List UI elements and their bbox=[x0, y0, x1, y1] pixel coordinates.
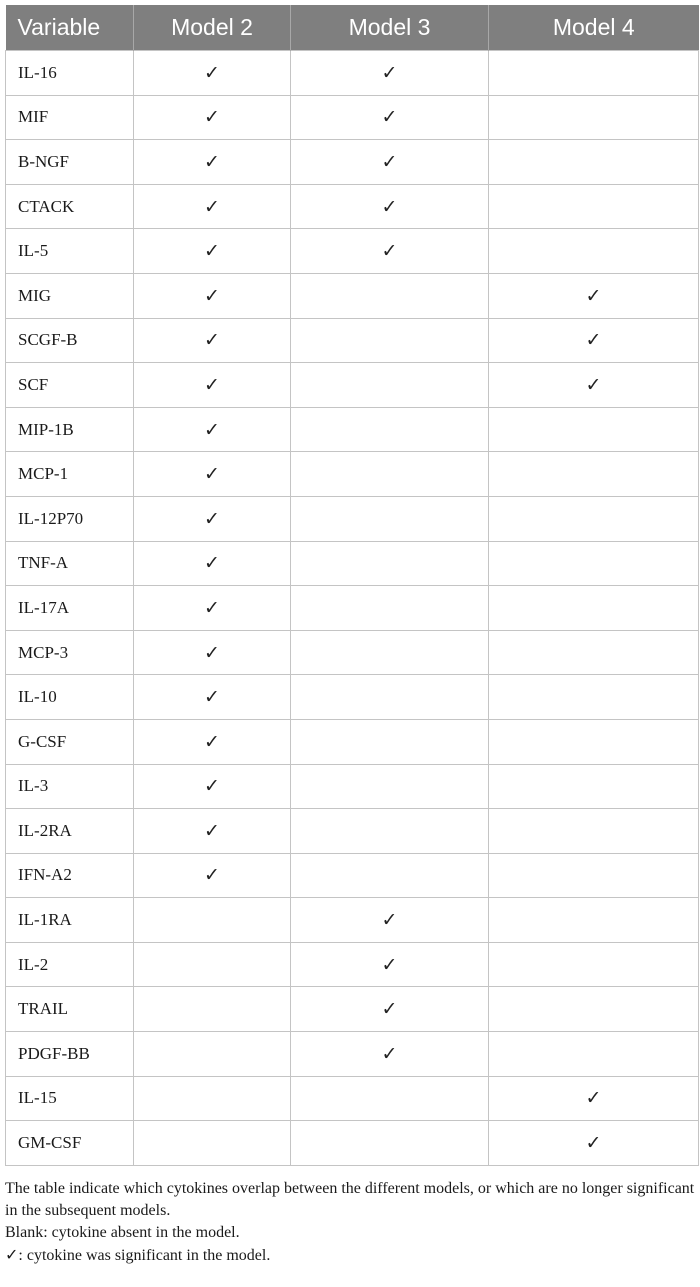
table-container bbox=[0, 5, 700, 1267]
header-model-4: Model 4 bbox=[489, 5, 699, 51]
cell-variable: GM-CSF bbox=[6, 1121, 134, 1166]
table-row bbox=[6, 630, 699, 675]
cell-model-4 bbox=[489, 95, 699, 140]
cell-model-2 bbox=[134, 1076, 291, 1121]
cell-variable: MIF bbox=[6, 95, 134, 140]
cell-model-4 bbox=[489, 184, 699, 229]
cell-variable: IL-2 bbox=[6, 942, 134, 987]
check-icon: ✓ bbox=[204, 864, 220, 887]
check-icon: ✓ bbox=[381, 953, 398, 976]
check-icon: ✓ bbox=[204, 240, 220, 263]
cell-model-2 bbox=[134, 51, 291, 96]
check-icon: ✓ bbox=[585, 284, 602, 307]
cell-model-4 bbox=[489, 496, 699, 541]
table-row bbox=[6, 987, 699, 1032]
table-row bbox=[6, 1121, 699, 1166]
cell-variable: MCP-1 bbox=[6, 452, 134, 497]
check-icon: ✓ bbox=[381, 150, 398, 173]
cell-model-4 bbox=[489, 273, 699, 318]
cell-model-2 bbox=[134, 184, 291, 229]
footnote-check-text: : cytokine was significant in the model. bbox=[18, 1246, 271, 1264]
cell-model-4 bbox=[489, 1121, 699, 1166]
cell-model-3 bbox=[291, 452, 489, 497]
cell-model-3 bbox=[291, 229, 489, 274]
cell-model-4 bbox=[489, 407, 699, 452]
cell-model-4 bbox=[489, 51, 699, 96]
cell-model-3 bbox=[291, 273, 489, 318]
check-icon: ✓ bbox=[204, 730, 220, 753]
table-row bbox=[6, 273, 699, 318]
cell-model-2 bbox=[134, 942, 291, 987]
table-row bbox=[6, 318, 699, 363]
check-icon: ✓ bbox=[204, 819, 220, 842]
cell-model-3 bbox=[291, 809, 489, 854]
cell-model-4 bbox=[489, 140, 699, 185]
cell-model-4 bbox=[489, 363, 699, 408]
cell-model-3 bbox=[291, 1076, 489, 1121]
table-row bbox=[6, 853, 699, 898]
cell-model-2 bbox=[134, 586, 291, 631]
cell-variable: IL-12P70 bbox=[6, 496, 134, 541]
check-icon: ✓ bbox=[381, 998, 398, 1021]
cell-variable: IL-1RA bbox=[6, 898, 134, 943]
check-icon: ✓ bbox=[204, 507, 220, 530]
check-icon: ✓ bbox=[585, 329, 602, 352]
cell-variable: G-CSF bbox=[6, 719, 134, 764]
cell-model-2 bbox=[134, 95, 291, 140]
check-icon: ✓ bbox=[381, 909, 398, 932]
cell-model-4 bbox=[489, 853, 699, 898]
cell-variable: IL-3 bbox=[6, 764, 134, 809]
check-icon: ✓ bbox=[204, 373, 220, 396]
cell-model-2 bbox=[134, 987, 291, 1032]
cell-model-3 bbox=[291, 764, 489, 809]
cell-variable: B-NGF bbox=[6, 140, 134, 185]
cell-model-2 bbox=[134, 719, 291, 764]
check-icon: ✓ bbox=[381, 61, 398, 84]
cell-model-3 bbox=[291, 586, 489, 631]
cell-model-3 bbox=[291, 942, 489, 987]
cell-model-4 bbox=[489, 719, 699, 764]
cell-model-2 bbox=[134, 363, 291, 408]
cell-model-2 bbox=[134, 541, 291, 586]
cell-model-2 bbox=[134, 407, 291, 452]
cell-model-2 bbox=[134, 898, 291, 943]
table-row bbox=[6, 95, 699, 140]
cell-model-2 bbox=[134, 809, 291, 854]
cell-model-4 bbox=[489, 318, 699, 363]
cell-model-4 bbox=[489, 586, 699, 631]
cell-model-3 bbox=[291, 95, 489, 140]
table-row bbox=[6, 541, 699, 586]
table-row bbox=[6, 809, 699, 854]
cell-model-2 bbox=[134, 496, 291, 541]
cell-model-2 bbox=[134, 630, 291, 675]
check-icon: ✓ bbox=[204, 463, 220, 486]
footnote-description: The table indicate which cytokines overlap between the different models, or which are no longer significant in the subsequent models. bbox=[5, 1179, 695, 1219]
table-row bbox=[6, 898, 699, 943]
cell-variable: IL-15 bbox=[6, 1076, 134, 1121]
check-icon: ✓ bbox=[204, 418, 220, 441]
cell-model-4 bbox=[489, 809, 699, 854]
check-icon: ✓ bbox=[204, 150, 220, 173]
cell-model-4 bbox=[489, 452, 699, 497]
table-row bbox=[6, 719, 699, 764]
table-row bbox=[6, 764, 699, 809]
cell-model-2 bbox=[134, 452, 291, 497]
table-row bbox=[6, 1032, 699, 1077]
cell-model-3 bbox=[291, 541, 489, 586]
footnote-check-legend bbox=[5, 1244, 695, 1267]
cell-variable: MIP-1B bbox=[6, 407, 134, 452]
cell-model-3 bbox=[291, 363, 489, 408]
cell-model-3 bbox=[291, 318, 489, 363]
table-row bbox=[6, 407, 699, 452]
cell-model-2 bbox=[134, 1121, 291, 1166]
table-row bbox=[6, 496, 699, 541]
cell-variable: PDGF-BB bbox=[6, 1032, 134, 1077]
cell-model-2 bbox=[134, 140, 291, 185]
cell-variable: TNF-A bbox=[6, 541, 134, 586]
cell-variable: IL-5 bbox=[6, 229, 134, 274]
cell-model-4 bbox=[489, 541, 699, 586]
cell-variable: IL-16 bbox=[6, 51, 134, 96]
table-row bbox=[6, 586, 699, 631]
cell-variable: MCP-3 bbox=[6, 630, 134, 675]
cell-model-4 bbox=[489, 1032, 699, 1077]
table-row bbox=[6, 1076, 699, 1121]
cell-variable: IL-2RA bbox=[6, 809, 134, 854]
check-icon: ✓ bbox=[204, 686, 220, 709]
check-icon: ✓ bbox=[204, 195, 220, 218]
cell-model-3 bbox=[291, 898, 489, 943]
cell-model-2 bbox=[134, 1032, 291, 1077]
cytokine-table bbox=[5, 5, 699, 1166]
cell-model-4 bbox=[489, 1076, 699, 1121]
cell-variable: CTACK bbox=[6, 184, 134, 229]
cell-model-2 bbox=[134, 318, 291, 363]
check-icon: ✓ bbox=[204, 329, 220, 352]
cell-model-3 bbox=[291, 719, 489, 764]
cell-model-4 bbox=[489, 898, 699, 943]
table-row bbox=[6, 184, 699, 229]
cell-variable: SCGF-B bbox=[6, 318, 134, 363]
cell-model-4 bbox=[489, 987, 699, 1032]
check-icon: ✓ bbox=[204, 61, 220, 84]
check-icon: ✓ bbox=[204, 641, 220, 664]
cell-model-3 bbox=[291, 1121, 489, 1166]
header-variable: Variable bbox=[6, 5, 134, 51]
check-icon: ✓ bbox=[585, 1132, 602, 1155]
cell-variable: IL-17A bbox=[6, 586, 134, 631]
check-icon: ✓ bbox=[381, 1042, 398, 1065]
table-row bbox=[6, 942, 699, 987]
cell-model-2 bbox=[134, 853, 291, 898]
table-row bbox=[6, 675, 699, 720]
cell-variable: SCF bbox=[6, 363, 134, 408]
cell-model-2 bbox=[134, 764, 291, 809]
check-icon: ✓ bbox=[585, 373, 602, 396]
cell-model-4 bbox=[489, 630, 699, 675]
cell-model-3 bbox=[291, 184, 489, 229]
check-icon: ✓ bbox=[381, 195, 398, 218]
cell-model-2 bbox=[134, 675, 291, 720]
header-row bbox=[6, 5, 699, 51]
check-icon: ✓ bbox=[204, 775, 220, 798]
table-header bbox=[6, 5, 699, 51]
cell-variable: TRAIL bbox=[6, 987, 134, 1032]
cell-model-3 bbox=[291, 987, 489, 1032]
table-row bbox=[6, 452, 699, 497]
table-body bbox=[6, 51, 699, 1166]
check-icon: ✓ bbox=[204, 284, 220, 307]
cell-model-3 bbox=[291, 1032, 489, 1077]
check-icon: ✓ bbox=[204, 552, 220, 575]
cell-model-4 bbox=[489, 675, 699, 720]
cell-model-3 bbox=[291, 140, 489, 185]
check-icon: ✓ bbox=[204, 596, 220, 619]
cell-model-4 bbox=[489, 942, 699, 987]
cell-model-4 bbox=[489, 764, 699, 809]
cell-model-3 bbox=[291, 675, 489, 720]
cell-model-3 bbox=[291, 407, 489, 452]
header-model-3: Model 3 bbox=[291, 5, 489, 51]
table-row bbox=[6, 51, 699, 96]
check-icon: ✓ bbox=[381, 240, 398, 263]
check-icon: ✓ bbox=[381, 106, 398, 129]
cell-model-3 bbox=[291, 51, 489, 96]
cell-model-3 bbox=[291, 853, 489, 898]
cell-variable: IFN-A2 bbox=[6, 853, 134, 898]
table-row bbox=[6, 363, 699, 408]
table-footnotes bbox=[5, 1178, 695, 1267]
cell-model-3 bbox=[291, 496, 489, 541]
cell-model-2 bbox=[134, 273, 291, 318]
cell-model-4 bbox=[489, 229, 699, 274]
table-row bbox=[6, 140, 699, 185]
header-model-2: Model 2 bbox=[134, 5, 291, 51]
check-icon: ✓ bbox=[204, 106, 220, 129]
cell-model-2 bbox=[134, 229, 291, 274]
cell-model-3 bbox=[291, 630, 489, 675]
table-row bbox=[6, 229, 699, 274]
footnote-blank-legend: Blank: cytokine absent in the model. bbox=[5, 1223, 240, 1241]
cell-variable: MIG bbox=[6, 273, 134, 318]
check-icon: ✓ bbox=[5, 1244, 19, 1264]
check-icon: ✓ bbox=[585, 1087, 602, 1110]
cell-variable: IL-10 bbox=[6, 675, 134, 720]
